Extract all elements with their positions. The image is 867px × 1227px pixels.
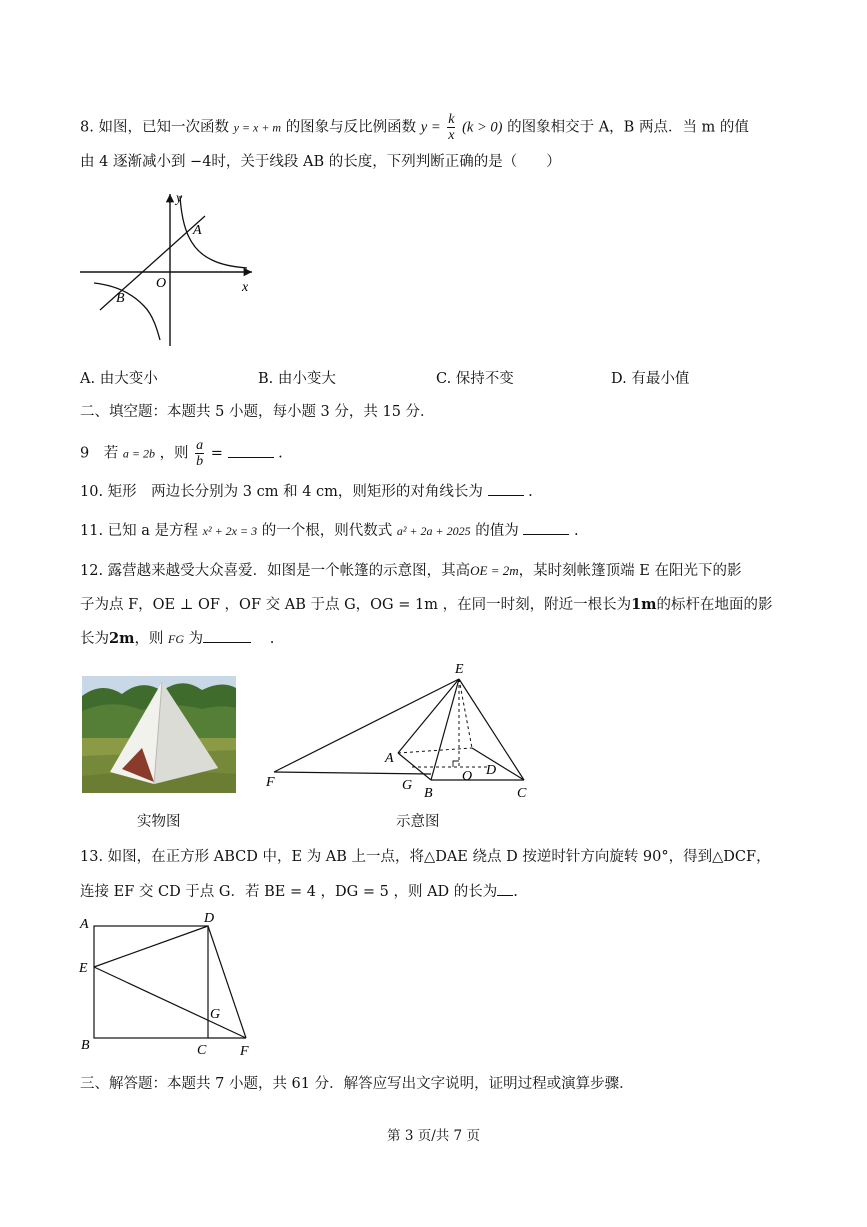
q11-answer-blank[interactable]: [523, 534, 569, 535]
q9-text-b: ，则: [159, 445, 189, 462]
q9-text-a: 9 若: [80, 445, 119, 462]
q12-l2: 子为点 F，OE ⊥ OF ，OF 交 AB 于点 G，OG = 1m ，在同一时刻，附近一根长为: [80, 597, 632, 613]
q11-equation: x² + 2x = 3: [202, 524, 258, 538]
q11-end: .: [573, 523, 579, 539]
q12-l3f: .: [269, 631, 275, 647]
label-e: E: [79, 961, 88, 976]
q12-l2b: 1m: [631, 596, 657, 613]
q8-linear-function: y = x + m: [233, 120, 282, 135]
q8-frac-num: k: [448, 112, 455, 127]
label-a: A: [80, 917, 89, 932]
q9-line: [80, 438, 283, 469]
label-c: C: [197, 1043, 207, 1058]
q13-l2: 连接 EF 交 CD 于点 G．若 BE = 4 ，DG = 5 ，则 AD 的长为: [80, 884, 498, 900]
label-o: O: [462, 769, 473, 784]
q11-text-a: 11. 已知 a 是方程: [80, 523, 199, 539]
q12-line3: [80, 629, 274, 649]
q12-l1b: OE = 2m: [470, 563, 519, 578]
q13-line2: [80, 882, 518, 902]
label-b: B: [116, 291, 125, 306]
caption-photo: 实物图: [137, 814, 181, 830]
q9-answer-blank[interactable]: [228, 457, 274, 458]
label-g: G: [402, 778, 413, 793]
q13-line1: 13. 如图，在正方形 ABCD 中，E 为 AB 上一点，将△DAE 绕点 D 按逆时针方向旋转 90°，得到△DCF，: [80, 849, 771, 865]
label-o: O: [156, 276, 167, 291]
q10-text: 10. 矩形 两边长分别为 3 cm 和 4 cm，则矩形的对角线长为: [80, 484, 483, 500]
page-footer: 第 3 页/共 7 页: [387, 1128, 480, 1144]
q12-l2c: 的标杆在地面的影: [656, 597, 773, 613]
q12-line2: [80, 595, 773, 615]
label-g: G: [210, 1007, 221, 1022]
label-f: F: [266, 775, 275, 790]
tent-photo: [82, 676, 236, 793]
label-d: D: [486, 763, 497, 778]
q9-fraction: [195, 438, 204, 469]
q8-text-a: 8. 如图，已知一次函数: [80, 119, 229, 136]
label-a: A: [193, 223, 202, 238]
q12-l1a: 12. 露营越来越受大众喜爱．如图是一个帐篷的示意图，其高: [80, 563, 471, 579]
q9-eq: =: [210, 445, 223, 462]
q8-text-c: 的图象相交于 A，B 两点．当 m 的值: [507, 119, 749, 136]
q12-line1: [80, 561, 741, 581]
label-e: E: [455, 662, 464, 677]
q13-l2end: .: [513, 884, 518, 900]
q10-answer-blank[interactable]: [488, 495, 524, 496]
q12-l3d: FG: [168, 632, 185, 646]
q8-choice-a[interactable]: A. 由大变小: [80, 371, 158, 387]
label-x: x: [242, 280, 249, 295]
label-b: B: [424, 786, 433, 801]
q9-num: a: [196, 438, 204, 453]
tent-diagram: [262, 656, 537, 806]
caption-diagram: 示意图: [396, 814, 440, 830]
label-c: C: [517, 786, 527, 801]
q12-l3b: 2m: [109, 630, 135, 647]
hyperbola-branch-2: [94, 283, 160, 340]
q8-frac-den: x: [448, 128, 455, 143]
q11-text-b: 的一个根，则代数式: [261, 523, 393, 539]
q8-graph: [72, 188, 267, 353]
q9-den: b: [196, 454, 204, 469]
q12-l3c: ，则: [134, 631, 164, 647]
q8-text-b: 的图象与反比例函数: [285, 119, 417, 136]
hyperbola-branch-1: [180, 196, 247, 268]
section2-heading: 二、填空题：本题共 5 小题，每小题 3 分，共 15 分．: [80, 404, 435, 420]
q8-condition: (k > 0): [462, 119, 503, 136]
label-f: F: [240, 1044, 249, 1059]
q9-expr: a = 2b: [122, 446, 155, 461]
q8-line1: [80, 112, 749, 143]
q8-fraction: [447, 112, 455, 143]
label-a: A: [385, 751, 394, 766]
q10-line: [80, 482, 533, 502]
q12-answer-blank[interactable]: [203, 642, 251, 643]
q9-end: .: [278, 445, 283, 462]
q13-answer-blank[interactable]: [497, 895, 513, 896]
section3-heading: 三、解答题：本题共 7 小题，共 61 分．解答应写出文字说明，证明过程或演算步骤．: [80, 1076, 634, 1092]
q12-l3a: 长为: [80, 631, 109, 647]
q11-text-c: 的值为: [475, 523, 519, 539]
label-y: y: [176, 191, 183, 206]
q11-expression: a² + 2a + 2025: [396, 524, 471, 538]
q11-line: [80, 521, 579, 541]
q8-choice-b[interactable]: B. 由小变大: [258, 371, 336, 387]
q8-choice-d[interactable]: D. 有最小值: [611, 371, 690, 387]
q12-l3e: 为: [188, 631, 204, 647]
q8-line2: 由 4 逐渐减小到 −4时，关于线段 AB 的长度，下列判断正确的是（ ）: [80, 154, 561, 170]
q8-choice-c[interactable]: C. 保持不变: [436, 371, 514, 387]
q12-l1c: ，某时刻帐篷顶端 E 在阳光下的影: [518, 563, 742, 579]
q10-end: .: [528, 484, 533, 500]
label-b: B: [81, 1038, 90, 1053]
square-diagram: [76, 908, 266, 1063]
q8-fn2-y: y =: [420, 119, 441, 136]
label-d: D: [204, 911, 215, 926]
